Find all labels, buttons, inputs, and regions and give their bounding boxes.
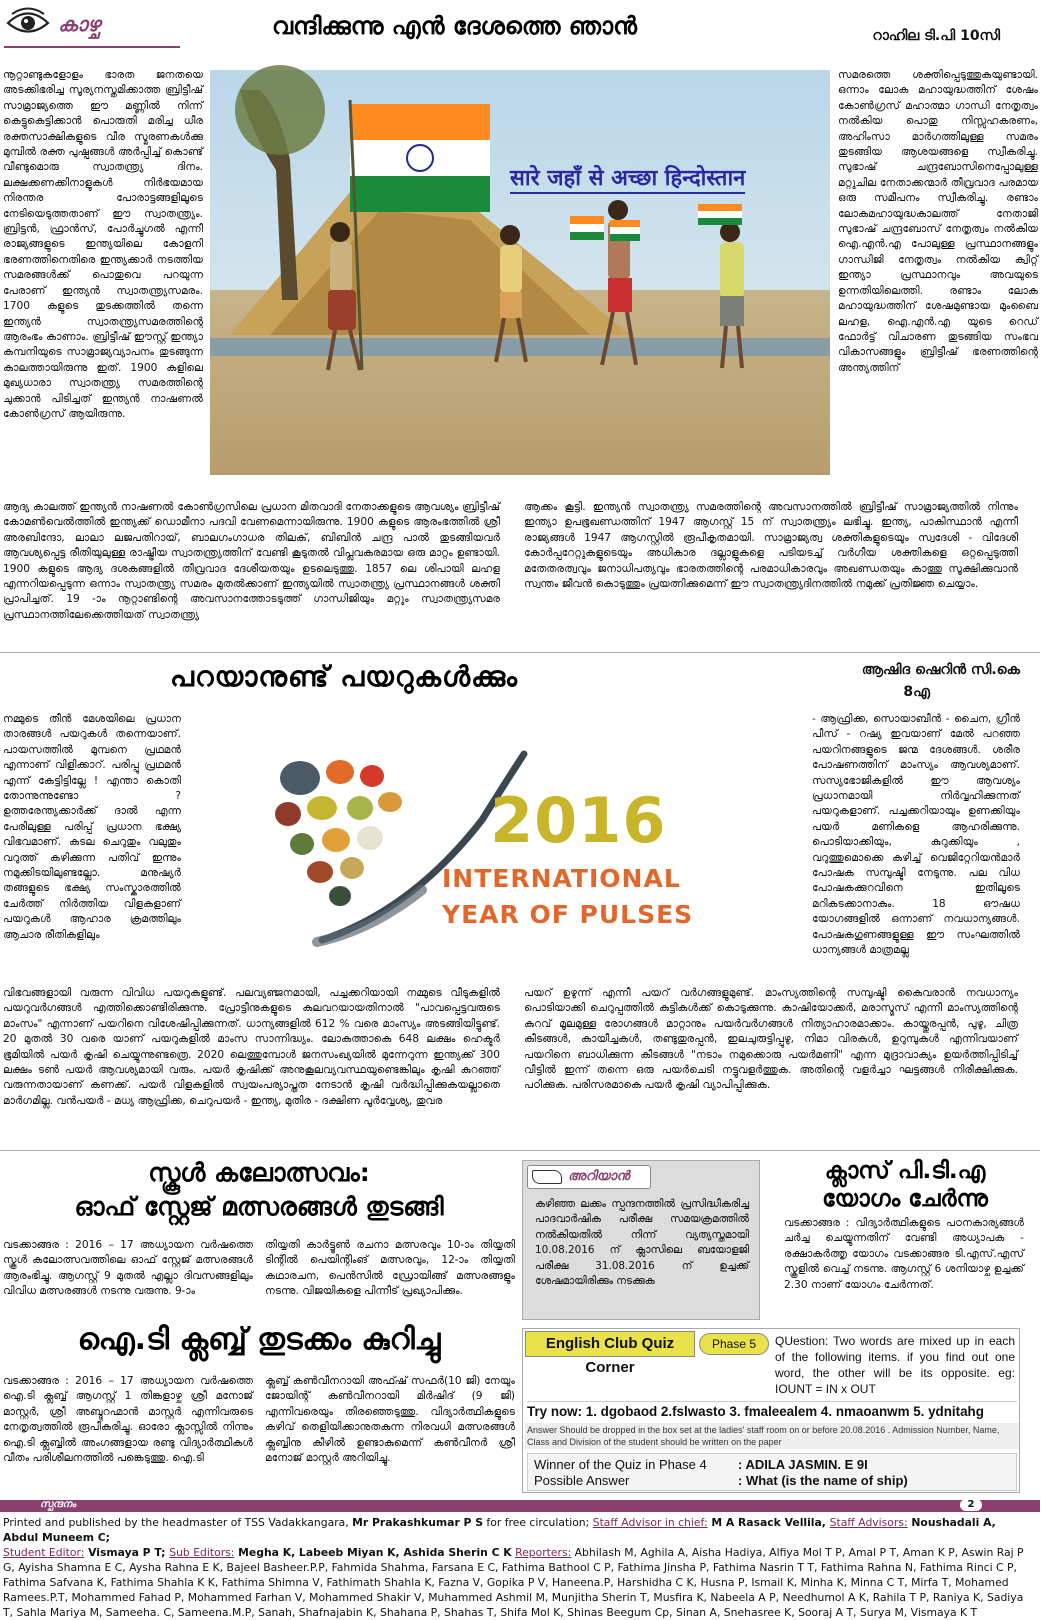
answer-label: Possible Answer: [534, 1473, 630, 1488]
quiz-phase-badge: Phase 5: [699, 1333, 769, 1355]
quiz-box: [522, 1328, 1020, 1493]
notice-label: [527, 1165, 651, 1189]
section-name: കാഴ്ച: [58, 12, 101, 36]
section-underline: [4, 46, 180, 48]
article1-bottom-left: ആദ്യ കാലത്ത് ഇന്ത്യൻ നാഷണൽ കോൺഗ്രസിലെ പ്രധാന മിതവാദി നേതാക്കളുടെ ആവശ്യം ബ്രിട്ടീഷ് കോമൺവെൽത്തിൽ ഇന്ത്യക്ക് ഡൊമീനാ പദവി വേണമെന്നായിരുന്നു. 1900 കളുടെ ആരംഭത്തിൽ ശ്രീ അരബിന്ദോ, ലാലാ ലജപതിറായ്, ബാലഗംഗാധര തിലക്, ബിബിൻ ചന്ദ്ര പാൽ തുടങ്ങിയവർ ആവശ്യപ്പെട്ട രീതിയുലുള്ള രാഷ്ട്രീയ സ്വാതന്ത്ര്യത്തിന് വേണ്ടി കൂടുതൽ വിപ്ലവകരമായ ഒരു മാറ്റം ഉണ്ടായി. 1900 കളുടെ ആദ്യ ദശകങ്ങളിൽ തീവ്രവാദ ദേശീയതയും ഉടലെടുത്തു. 1857 ലെ ശിപായി ലഹള എന്നറിയപ്പെടുന്ന ഒന്നാം സ്വാതന്ത്ര്യ സമരം മുതൽക്കാണ് ഇന്ത്യയിൽ സ്വാതന്ത്ര്യ പ്രസ്ഥാനങ്ങൾ ശക്തി പ്രാപിച്ചത്. 19 -ാം നൂറ്റാണ്ടിന്റെ അവസാനത്തോടടുത്ത് ഗാന്ധിജിയും മറ്റും സ്വാതന്ത്ര്യസമര പ്രസ്ഥാനത്തിലേക്കെത്തിയത് സ്വാതന്ത്ര്യ: [3, 501, 500, 621]
credits-headmaster: Mr Prakashkumar P S: [352, 1516, 483, 1529]
article4-title-line2: യോഗം ചേർന്നു: [822, 1186, 988, 1212]
masthead: [0, 0, 1040, 50]
pulses-logo-line1: INTERNATIONAL: [442, 864, 681, 893]
credits-printed-mid: for free circulation;: [483, 1516, 593, 1529]
article2-column-right: - ആഫ്രിക്ക, സൊയാബീൻ - ചൈന, ഗ്രീൻ പീസ് - റഷ്യ ഇവയാണ് മേൽ പറഞ്ഞ പയറിനങ്ങളുടെ ജന്മ ദേശങ്ങൾ. ശരീര പോഷണത്തിന് മാംസ്യം ആവശ്യമാണ്. സസ്യഭോജികളിൽ ഈ ആവശ്യം പ്രധാനമായി നിർവ്വഹിക്കുന്നത് പയറുകളാണ്. പച്ചക്കറിയായും ഉണക്കിയും പയർ മണികളെ ആഹരിക്കുന്നു. പൊടിയാക്കിയും, കുറുക്കിയും , വറുത്തുമൊക്കെ കഴിച്ച് വെജിറ്റേറിയൻമാർ പോഷക സമ്പുഷ്ടി നേടുന്നു. പല വിധ പോഷകക്കുറവിനെ ഇതിലൂടെ മറികടക്കാനാകും. 18 ഔഷധ യോഗങ്ങളിൽ ഒന്നാണ് നവധാന്യങ്ങൾ. പോഷകഗുണങ്ങളുള്ള ഈ സംഘത്തിൽ ധാന്യങ്ങൾ മാത്രമല്ല: [812, 713, 1020, 957]
winner-label: Winner of the Quiz in Phase 4: [534, 1457, 707, 1472]
credits-advisors-label: Staff Advisors:: [829, 1516, 908, 1529]
divider: [0, 1150, 1040, 1151]
credits: [3, 1515, 1033, 1619]
quiz-winner-row: [527, 1453, 1017, 1491]
credits-advisors: Noushadali A, Abdul Muneem C;: [3, 1516, 996, 1544]
credits-student-editor-label: Student Editor:: [3, 1546, 85, 1559]
article2-title: പറയാനുണ്ട് പയറുകൾക്കും: [170, 660, 518, 693]
quiz-try-now: Try now: 1. dgobaod 2.fslwasto 3. fmaleealem 4. nmaoanwm 5. ydnitahg: [527, 1401, 1017, 1419]
notice-text: കഴിഞ്ഞ ലക്കം സ്പന്ദനത്തിൽ പ്രസിദ്ധീകരിച്ച പാദവാർഷിക പരീക്ഷ സമയക്രമത്തിൽ നൽകിയതിൽ നിന്ന് വ്യത്യസ്തമായി 10.08.2016 ന് ക്ലാസിലെ ബയോളജി പരീക്ഷ 31.08.2016 ന് ഉച്ചക്ക് ശേഷമായിരിക്കും നടക്കുക: [535, 1198, 749, 1288]
article5-column-left: വടക്കാങ്ങര : 2016 – 17 അധ്യായന വർഷത്തെ ഐ.ടി ക്ലബ്ബ് ആഗസ്റ്റ് 1 തിങ്കളാഴ്ച ശ്രീ മനോജ് മാസ്റ്റർ, ശ്രീ അബ്ദുറഹ്മാൻ മാസ്റ്റർ എന്നിവരുടെ നേതൃത്വത്തിൽ രൂപീകരിച്ചു. ഓരോ ക്ലാസ്സിൽ നിന്നും ഐ.ടി ക്ലബ്ബിൽ അംഗങ്ങളായ രണ്ടു വിദ്യാർത്ഥികൾ വീതം പരിശീലനത്തിൽ പങ്കെടുത്തു. ഐ.ടി: [3, 1375, 253, 1465]
quiz-note: Answer Should be dropped in the box set at the ladies' staff room on or before 20.08.2016 . Admission Number, Name, Class and Division of the student should be written on the paper: [525, 1423, 1019, 1449]
winner-value: : ADILA JASMIN. E 9I: [738, 1457, 868, 1472]
article5-title: ഐ.ടി ക്ലബ്ബ് തുടക്കം കുറിച്ചു: [77, 1322, 441, 1357]
article2-byline-name: ആഷിദ ഷെറിൻ സി.കെ: [861, 662, 1020, 678]
article2-byline-class: 8എ: [903, 684, 930, 700]
pulses-logo: [262, 740, 712, 955]
credits-student-editor: Vismaya P T;: [84, 1546, 170, 1559]
article2-bottom-left: വിഭവങ്ങളായി വരുന്ന വിവിധ പയറുകളുണ്ട്. പലവ്യഞ്ജനമായി, പച്ചക്കറിയായി നമ്മുടെ വീടുകളിൽ പയറുവർഗങ്ങൾ എത്തിക്കൊണ്ടിരിക്കുന്നു. പ്രോട്ടീനുകളുടെ കലവറയായതിനാൽ "പാവപ്പെട്ടവരുടെ മാംസം" എന്നാണ് പയറിനെ വിശേഷിപ്പിക്കുന്നത്. ധാന്യങ്ങളിൽ 612 % വരെ മാംസ്യം അടങ്ങിയിട്ടുണ്ട്. 20 മുതൽ 30 വരെ യാണ് പയറുകളിൽ മാംസ സാന്നിദ്ധ്യം. ലോകത്താകെ 648 ലക്ഷം ഹെക്ടർ ഭൂമിയിൽ പയർ കൃഷി ചെയ്യുന്നുണ്ടത്രെ. 2020 ലെത്തുമ്പോൾ ജനസംഖ്യയിൽ മുന്നേറുന്ന ഇന്ത്യക്ക് 300 ലക്ഷം ടൺ പയർ ആവശ്യമായി വരും. പയർ കൃഷിക്ക് അനുകൂലവ്യവസ്ഥയുണ്ടെങ്കിലും കൃഷി കുറഞ്ഞ് വരുന്നതായാണ് കണക്ക്. പയർ വിളകളിൽ സ്വയംപര്യാപ്തത നേടാൻ കൃഷി വർദ്ധിപ്പിക്കുകയല്ലാതെ മാർഗമില്ല. വൻപയർ - മധ്യ ആഫ്രിക്ക, ചെറുപയർ - ഇന്ത്യ, മുതിര - ദക്ഷിണ പൂർവ്വേശ്യ, തുവര: [3, 987, 500, 1107]
notice-box: [522, 1160, 760, 1320]
article3-column-left: വടക്കാങ്ങര : 2016 – 17 അധ്യായന വർഷത്തെ സ്കൂൾ കലോത്സവത്തിലെ ഓഫ് സ്റ്റേജ് മത്സരങ്ങൾ ആരംഭിച്ചു. ആഗസ്റ്റ് 9 മുതൽ എല്ലാ ദിവസങ്ങളിലും വിവിധ മത്സരങ്ങൾ നടന്നു വരുന്നു. 9-ാം: [3, 1239, 253, 1298]
credits-sub-editors: Megha K, Labeeb Miyan K, Ashida Sherin C K: [234, 1546, 512, 1559]
credits-advisor-chief-label: Staff Advisor in chief:: [592, 1516, 708, 1529]
pulses-logo-year: 2016: [490, 784, 667, 857]
quiz-question: QUestion: Two words are mixed up in each of the following items. if you find out one word, the other will be its opposite. eg: IOUNT = IN x OUT: [775, 1334, 1015, 1396]
credits-printed: Printed and published by the headmaster of TSS Vadakkangara,: [3, 1516, 353, 1529]
article4-text: വടക്കാങ്ങര : വിദ്യാർത്ഥികളുടെ പഠനകാര്യങ്ങൾ ചർച്ച ചെയ്യുന്നതിന് വേണ്ടി അധ്യാപക - രക്ഷാകർത്തൃ യോഗം വടക്കാങ്ങര ടി.എസ്.എസ് സ്കൂളിൽ വെച്ച് നടന്നു. ആഗസ്റ്റ് 6 ശനിയാഴ്ച ഉച്ചക്ക് 2.30 നാണ് യോഗം ചേർന്നത്.: [784, 1217, 1024, 1291]
article1-bottom-right: ആക്കം കൂട്ടി. ഇന്ത്യൻ സ്വാതന്ത്ര്യ സമരത്തിന്റെ അവസാനത്തിൽ ബ്രിട്ടീഷ് സാമ്രാജ്യത്തിൽ നിന്നും ഇന്ത്യാ ഉപഭൂഖണ്ഡത്തിന് 1947 ആഗസ്റ്റ് 15 ന് സ്വാതന്ത്ര്യം ലഭിച്ചു. ഇന്ത്യ, പാകിസ്ഥാൻ എന്നീ രാജ്യങ്ങൾ 1947 ആഗസ്റ്റിൽ രൂപീകൃതമായി. സാമ്രാജ്യത്വ ശക്തികളുടെയും സ്വദേശി - വിദേശി കോർപ്പറേറ്റുകളുടെയും അധികാര ദല്ലാളുകളെ പടിയടച്ച് വർഗീയ ശക്തികളെ ഒറ്റപ്പെടുത്തി മതേതരത്വവും ജനാധിപത്യവും ഭാരതത്തിന്റെ പരമാധികാരവും അഖണ്ഡതയും കാത്തു സൂക്ഷിക്കുവാൻ സ്വന്തം ജീവൻ കൊടുത്തും പ്രയത്നിക്കുമെന്ന് ഈ സ്വാതന്ത്ര്യദിനത്തിൽ നമുക്ക് പ്രതിജ്ഞ ചെയ്യാം.: [524, 501, 1018, 591]
children-with-flags-photo: [210, 70, 830, 475]
article1-photo: [210, 70, 830, 475]
answer-value: : What (is the name of ship): [738, 1473, 908, 1488]
footer-bar-label: സ്പന്ദനം: [40, 1499, 76, 1510]
article1-byline: റാഹില ടി.പി 10സി: [872, 28, 1000, 44]
book-icon: [532, 1170, 562, 1184]
article2-column-left: നമ്മുടെ തീൻ മേശയിലെ പ്രധാന താരങ്ങൾ പയറുകൾ തന്നെയാണ്. പായസത്തിൽ മുമ്പനെ പ്രഥമൻ എന്നാണ് വിളിക്കാറ്. പരിപ്പു പ്രഥമൻ എന്ന് കേട്ടിട്ടില്ലേ ! എന്താ കൊതി തോന്നുന്നുണ്ടോ ? ഉത്തരേന്ത്യക്കാർക്ക് ദാൽ എന്ന പേരിലുള്ള പരിപ്പ് പ്രധാന ഭക്ഷ്യ വിഭവമാണ്. കടല ചെറുതും വലുതും വറുത്ത് കഴിക്കുന്ന പതിവ് ഇന്നും നമുക്കിടയിലുണ്ടല്ലോ. മനുഷ്യർ തങ്ങളുടെ ഭക്ഷ്യ സംസ്കാരത്തിൽ ചേർത്ത് നിർത്തിയ വിളകളാണ് പയറുകൾ ആഹാര ക്രമത്തിലും ആചാര രീതികളിലും: [3, 713, 181, 941]
page-number: 2: [960, 1499, 982, 1511]
article1-column-right: സമരത്തെ ശക്തിപ്പെടുത്തുകയുണ്ടായി. ഒന്നാം ലോക മഹായുദ്ധത്തിന് ശേഷം കോൺഗ്രസ് മഹാത്മാ ഗാന്ധി നേതൃത്വം നൽകിയ പൊതു നിസ്സഹകരണം, അഹിംസാ മാർഗത്തിലുള്ള സമരം തുടങ്ങിയ ആശയങ്ങളെ സ്വീകരിച്ചു. സുഭാഷ് ചന്ദ്രബോസിനെപ്പോലുള്ള മറ്റുചില നേതാക്കന്മാർ തീവ്രവാദ പരമായ ഒരു സമീപനം സ്വീകരിച്ചു. രണ്ടാം ലോകമഹായുദ്ധകാലത്ത് നേതാജി സുഭാഷ് ചന്ദ്രബോസ് നേതൃത്വം നൽകിയ ഐ.എൻ.എ പോലുള്ള പ്രസ്ഥാനങ്ങളും ഗാന്ധിജി നേതൃത്വം നൽകിയ ക്വിറ്റ് ഇന്ത്യാ പ്രസ്ഥാനവും അവയുടെ ഉന്നതിയിലെത്തി. രണ്ടാം ലോക മഹായുദ്ധത്തിന് ശേഷമുണ്ടായ മുംബൈ ലഹള, ഐ.എൻ.എ യുടെ റെഡ് ഫോർട്ട് വിചാരണ തുടങ്ങിയ സംഭവ വികാസങ്ങളും ബ്രിട്ടീഷ് ഭരണത്തിന്റെ അന്ത്യത്തിന്: [838, 69, 1038, 374]
notice-label-text: അറിയാൻ: [568, 1169, 630, 1184]
eye-icon: [6, 6, 50, 38]
credits-reporters: Abhilash M, Aghila A, Aisha Hadiya, Alfiya Mol T P, Amal P T, Aman K P, Aswin Raj P G, Ayisha Shamna E C, Aysha Rahna E K, Bajeel Basheer.P.P, Fahmida Shahma, Farsana E C, Fathima Bathool C P, Fathima Jinsha P, Fathima Nasrin T T, Fathima Rahna N, Fathima Rinci C P, Fathima Safvana K, Fathima Shahla K K, Fathima Shimna V, Fathimath Shahla K, Fazna V, Gopika P V, Haneena.P, Harshidha C K, Husna P, Ismail K, Minha K, Minna C T, Mirfa T, Mohamed Ramees.P.T, Mohammed Fahad P, Mohammed Farhan V, Mohammed Shakir V, Muhammed Ashmil M, Munjitha Sherin T, Musfira K, Nabeela A P, Needhumol A K, Rahila T P, Raniya K, Sadiya T, Sahla Mariya M, Sameeha. C, Sameena.M.P, Sanah, Shafnajabin K, Shahana P, Shahas T, Shifa Mol K, Shinas Beegum Cp, Sinan A, Snehasree K, Sooraj A T, Surya M, Vismaya K T: [3, 1546, 1024, 1619]
divider: [0, 652, 1040, 653]
article3-column-right: തിയ്യതി കാർട്ടൂൺ രചനാ മത്സരവും 10-ാം തിയ്യതി ടിന്റിൽ പെയിന്റിംങ് മത്സരവും, 12-ാം തിയ്യതി കഥാരചന, പെൻസിൽ ഡ്രോയിങ്ങ് മത്സരങ്ങളും നടന്നു. വിജയികളെ പിന്നീട് പ്രഖ്യാപിക്കും.: [265, 1239, 515, 1298]
article2-bottom-right: പയറ് ഉഴുന്ന് എന്നീ പയറ് വർഗങ്ങളുമുണ്ട്. മാംസ്യത്തിന്റെ സമ്പുഷ്ടി കൈവരാൻ നവധാന്യം പൊടിയാക്കി ചെറുപ്പത്തിൽ കുട്ടികൾക്ക് കൊടുക്കുന്നു. കാഷിയോക്കർ, മരാസ്മസ് എന്നീ മാംസ്യത്തിന്റെ കുറവ് മൂലമുള്ള രോഗങ്ങൾ മാറ്റാനും പയർവർഗങ്ങൾ നിത്യാഹാരമാക്കാം. കായ്തുരപ്പൻ, പുഴു, ചിത്ര കീടങ്ങൾ, കായീച്ചകൾ, തണ്ടുതുരപ്പൻ, ഇലചുരുട്ടിപ്പുഴു, നിമാ വിരകൾ, ഉറുമ്പുകൾ എന്നിവയാണ് പയറിനെ ബാധിക്കുന്ന കീടങ്ങൾ "നടാം നമുക്കൊരു പയർമണി" എന്ന മുദ്രാവാക്യം ഉയർത്തിപ്പിടിച്ച് വീട്ടിൽ ഇന്ന് തന്നെ ഒരു പയർചെടി നട്ടുവളർത്തുക. അതിന്റെ വളർച്ചാ ഘട്ടങ്ങൾ നിരീക്ഷിക്കുക. പഠിക്കുക. പരിസരമാകെ പയർ കൃഷി വ്യാപിപ്പിക്കുക.: [524, 987, 1018, 1092]
article3-title-line1: സ്കൂൾ കലോത്സവം:: [148, 1158, 370, 1187]
article1-title: വന്ദിക്കുന്നു എൻ ദേശത്തെ ഞാൻ: [272, 12, 637, 40]
credits-advisor-chief: M A Rasack Vellila,: [707, 1516, 830, 1529]
article3-title-line2: ഓഫ് സ്റ്റേജ് മത്സരങ്ങൾ തുടങ്ങി: [74, 1192, 444, 1221]
article1-column-left: നൂറ്റാണ്ടുകളോളം ഭാരത ജനതയെ അടക്കിഭരിച്ച സൂര്യനസ്തമിക്കാത്ത ബ്രിട്ടീഷ് സാമ്രാജ്യത്തെ ഈ മണ്ണിൽ നിന്ന് കെട്ടുകെട്ടിക്കാൻ പൊരുതി മരിച്ച ധീര രക്തസാക്ഷികളുടെ വീര സ്മരണകൾക്കു മുമ്പിൽ രക്ത പുഷ്പങ്ങൾ അർപ്പിച്ച് കൊണ്ട് വീണ്ടുമൊരു സ്വാതന്ത്ര്യ ദിനം. ലക്ഷക്കണക്കിനാളുകൾ നിർഭയമായ നിരന്തര പോരാട്ടങ്ങളിലൂടെ നേടിയെടുത്തതാണ് ഈ സ്വാതന്ത്ര്യം. ബ്രിട്ടൻ, ഫ്രാൻസ്, പോർച്ചുഗൽ എന്നീ രാജ്യങ്ങളുടെ ഇന്ത്യയിലെ കോളനി ഭരണത്തിനെതിരെ ഇന്ത്യക്കാർ നടത്തിയ സമരങ്ങൾക്ക് പൊതുവെ പറയുന്ന പേരാണ് ഇന്ത്യൻ സ്വാതന്ത്ര്യസമരം. 1700 കളുടെ തുടക്കത്തിൽ തന്നെ ഇന്ത്യൻ സ്വാതന്ത്ര്യസമരത്തിന്റെ ആരംഭം കാണാം. ബ്രിട്ടീഷ് ഈസ്റ്റ് ഇന്ത്യാ കമ്പനിയുടെ സാമ്രാജ്യവ്യാപനം തുടങ്ങുന്ന കാലത്തായിരുന്നു ഇത്. 1900 കളിലെ മുഖ്യധാരാ സ്വാതന്ത്ര്യ സമരത്തിന്റെ ചുക്കാൻ പിടിച്ചത് ഇന്ത്യൻ നാഷണൽ കോൺഗ്രസ് ആയിരുന്നു.: [3, 69, 203, 420]
footer-bar: [0, 1500, 1040, 1512]
credits-sub-editors-label: Sub Editors:: [169, 1546, 235, 1559]
article5-column-right: ക്ലബ്ബ് കൺവീനറായി അഫ്ഷ് സഫർ(10 ജി) നേയും ജോയിന്റ് കൺവീനറായി മിർഷിദ് (9 ജി) എന്നിവരെയും തിരഞ്ഞെടുത്തു. വിദ്യാർത്ഥികളുടെ കഴിവ് തെളിയിക്കാനുതകുന്ന നിരവധി മത്സരങ്ങൾ ക്ലബ്ബിനു കീഴിൽ ഉണ്ടാകുമെന്ന് കൺവീനർ ശ്രീ മനോജ് മാസ്റ്റർ അറിയിച്ചു.: [265, 1375, 515, 1465]
pulses-logo-line2: YEAR OF PULSES: [442, 900, 694, 929]
credits-reporters-label: Reporters:: [515, 1546, 572, 1559]
quiz-title: English Club Quiz Corner: [525, 1331, 695, 1357]
article4-title-line1: ക്ലാസ് പി.ടി.എ: [824, 1158, 986, 1184]
photo-banner-text: सारे जहाँ से अच्छा हिन्दोस्तान: [510, 162, 745, 194]
